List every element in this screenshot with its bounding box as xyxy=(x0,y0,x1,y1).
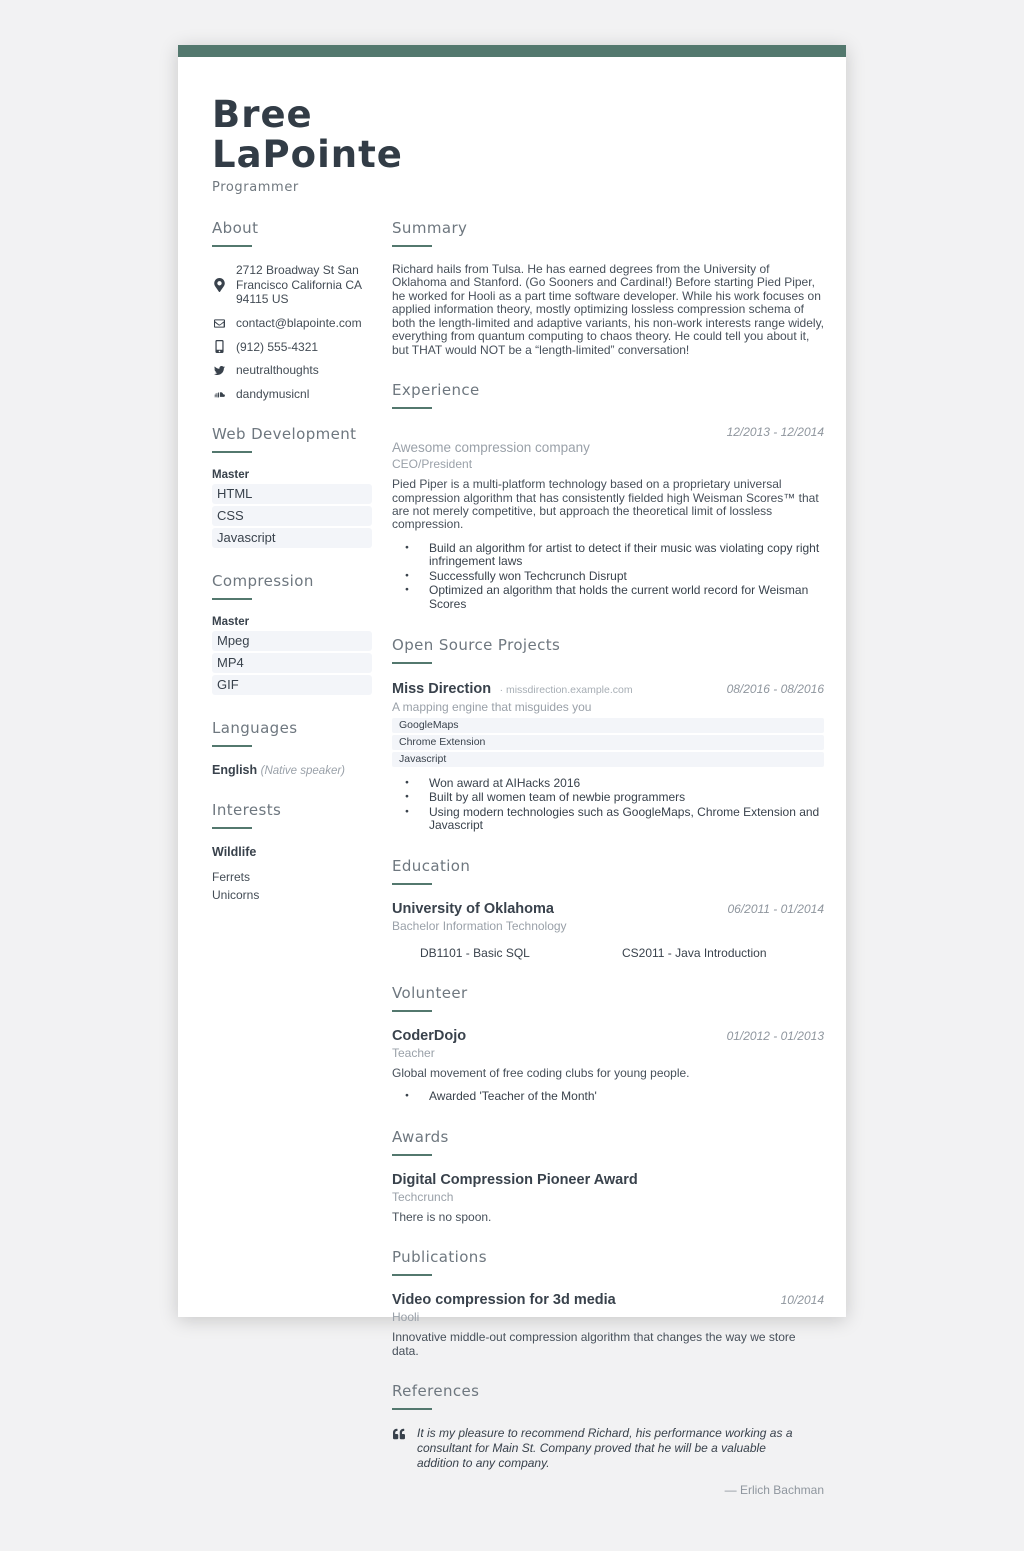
language-item xyxy=(212,763,372,777)
candidate-role: Programmer xyxy=(212,180,299,195)
highlight-item: ● Built by all women team of newbie programmers xyxy=(392,791,824,805)
volunteer-highlights xyxy=(392,1090,824,1104)
project-url[interactable]: · missdirection.example.com xyxy=(499,683,633,696)
volunteer-dates: 01/2012 - 01/2013 xyxy=(726,1028,824,1043)
languages-title: Languages xyxy=(212,719,372,747)
about-email[interactable] xyxy=(212,316,372,331)
project-highlights xyxy=(392,777,824,833)
skill-item: GIF xyxy=(212,675,372,695)
about-phone xyxy=(212,340,372,355)
highlight-item: ● Optimized an algorithm that holds the current world record for Weisman Scores xyxy=(392,584,824,611)
course-item: DB1101 - Basic SQL xyxy=(420,945,530,960)
about-twitter[interactable] xyxy=(212,363,372,378)
interest-name: Wildlife xyxy=(212,845,257,860)
interest-keyword: Ferrets xyxy=(212,870,251,885)
section-about xyxy=(212,219,372,401)
experience-summary: Pied Piper is a multi-platform technology based on a proprietary universal compression algorithm that has consistently fielded high Weisman Scores™ that are not merely competitive, but approach the theoretical limit of lossless compression. xyxy=(392,477,819,532)
project-keywords xyxy=(392,718,824,767)
resume-page xyxy=(178,45,846,1498)
section-publications xyxy=(392,1248,824,1358)
candidate-name-line1: Bree xyxy=(212,93,313,136)
highlight-item: ● Awarded 'Teacher of the Month' xyxy=(392,1090,824,1104)
award-awarder: Techcrunch xyxy=(392,1189,454,1204)
publication-dates: 10/2014 xyxy=(780,1293,824,1308)
skills-compression-title: Compression xyxy=(212,572,372,600)
volunteer-summary: Global movement of free coding clubs for young people. xyxy=(392,1065,690,1080)
skill-item: CSS xyxy=(212,506,372,526)
candidate-name-line2: LaPointe xyxy=(212,133,403,176)
language-name: English xyxy=(212,763,258,778)
reference-attribution: — Erlich Bachman xyxy=(724,1483,824,1498)
location-pin-icon xyxy=(212,278,227,292)
reference-quote-text: It is my pleasure to recommend Richard, his performance working as a consultant for Main St. Company proved that he will be a valuable addition to any company. xyxy=(417,1426,793,1471)
candidate-name xyxy=(212,95,824,175)
about-address xyxy=(212,263,372,307)
skill-level-label: Master xyxy=(212,616,250,629)
section-languages xyxy=(212,719,372,777)
soundcloud-icon xyxy=(212,389,227,400)
volunteer-organization: CoderDojo xyxy=(392,1027,467,1044)
project-name: Miss Direction xyxy=(392,680,492,697)
section-skills-web-development xyxy=(212,425,372,548)
skill-item: Javascript xyxy=(212,528,372,548)
skill-level-label: Master xyxy=(212,469,250,482)
main-content xyxy=(392,219,824,1521)
resume-header xyxy=(212,95,824,195)
twitter-handle-text[interactable]: neutralthoughts xyxy=(236,363,319,378)
education-courses xyxy=(392,946,824,960)
section-summary xyxy=(392,219,824,357)
education-institution: University of Oklahoma xyxy=(392,900,554,917)
address-text: 2712 Broadway St San Francisco California CA 94115 US xyxy=(236,263,362,307)
section-education xyxy=(392,857,824,960)
mobile-phone-icon xyxy=(212,340,227,353)
reference-entry xyxy=(392,1426,824,1497)
section-references xyxy=(392,1382,824,1497)
project-entry xyxy=(392,680,824,833)
publication-name: Video compression for 3d media xyxy=(392,1292,616,1309)
publication-entry xyxy=(392,1292,824,1358)
experience-dates: 12/2013 - 12/2014 xyxy=(726,425,824,440)
publication-summary: Innovative middle-out compression algorithm that changes the way we store data. xyxy=(392,1330,796,1358)
envelope-icon xyxy=(212,318,227,329)
experience-company: Awesome compression company xyxy=(392,440,590,456)
section-skills-compression xyxy=(212,572,372,695)
award-summary: There is no spoon. xyxy=(392,1209,492,1224)
awards-title: Awards xyxy=(392,1128,824,1156)
volunteer-position: Teacher xyxy=(392,1045,435,1060)
keyword-row: Javascript xyxy=(392,752,824,767)
summary-text: Richard hails from Tulsa. He has earned degrees from the University of Oklahoma and Stanford. (Go Sooners and Cardinal!) Before starting Pied Piper, he worked for Hooli as a part time software developer. While his work focuses on applied information theory, mostly optimizing lossless compression schema of both the length-limited and adaptive variants, his non-work interests range widely, everything from quantum computing to chaos theory. He could tell you about it, but THAT would NOT be a “length-limited” conversation! xyxy=(392,262,825,357)
email-text[interactable]: contact@blapointe.com xyxy=(236,315,362,330)
publications-title: Publications xyxy=(392,1248,824,1276)
keyword-row: GoogleMaps xyxy=(392,718,824,733)
award-name: Digital Compression Pioneer Award xyxy=(392,1171,638,1188)
references-title: References xyxy=(392,1382,824,1410)
project-description: A mapping engine that misguides you xyxy=(392,699,592,714)
sidebar xyxy=(212,219,372,1521)
education-dates: 06/2011 - 01/2014 xyxy=(727,901,824,916)
interest-keyword: Unicorns xyxy=(212,887,260,902)
twitter-icon xyxy=(212,365,227,376)
section-experience xyxy=(392,381,824,611)
section-volunteer xyxy=(392,984,824,1104)
keyword-row: Chrome Extension xyxy=(392,735,824,750)
accent-top-bar xyxy=(178,45,846,57)
publication-publisher: Hooli xyxy=(392,1310,420,1325)
summary-title: Summary xyxy=(392,219,824,247)
course-item: CS2011 - Java Introduction xyxy=(622,945,767,960)
soundcloud-handle-text[interactable]: dandymusicnl xyxy=(236,386,310,401)
experience-title: Experience xyxy=(392,381,824,409)
section-interests xyxy=(212,801,372,904)
award-entry xyxy=(392,1172,824,1224)
highlight-item: ● Build an algorithm for artist to detect if their music was violating copy right infringement laws xyxy=(392,542,824,569)
about-title: About xyxy=(212,219,372,247)
projects-title: Open Source Projects xyxy=(392,636,824,664)
phone-text: (912) 555-4321 xyxy=(236,339,319,354)
experience-position: CEO/President xyxy=(392,457,473,472)
education-entry xyxy=(392,901,824,960)
education-title: Education xyxy=(392,857,824,885)
highlight-item: ● Successfully won Techcrunch Disrupt xyxy=(392,570,824,584)
education-degree: Bachelor Information Technology xyxy=(392,918,567,933)
quote-icon xyxy=(392,1427,406,1471)
highlight-item: ● Won award at AIHacks 2016 xyxy=(392,777,824,791)
skills-web-title: Web Development xyxy=(212,425,372,453)
language-fluency: (Native speaker) xyxy=(260,765,346,778)
interests-title: Interests xyxy=(212,801,372,829)
skill-item: HTML xyxy=(212,484,372,504)
section-projects xyxy=(392,636,824,833)
experience-entry xyxy=(392,425,824,611)
volunteer-entry xyxy=(392,1028,824,1104)
volunteer-title: Volunteer xyxy=(392,984,824,1012)
skill-item: Mpeg xyxy=(212,631,372,651)
skill-item: MP4 xyxy=(212,653,372,673)
project-dates: 08/2016 - 08/2016 xyxy=(726,681,824,696)
about-soundcloud[interactable] xyxy=(212,387,372,402)
experience-highlights xyxy=(392,542,824,612)
highlight-item: ● Using modern technologies such as GoogleMaps, Chrome Extension and Javascript xyxy=(392,806,824,833)
section-awards xyxy=(392,1128,824,1224)
